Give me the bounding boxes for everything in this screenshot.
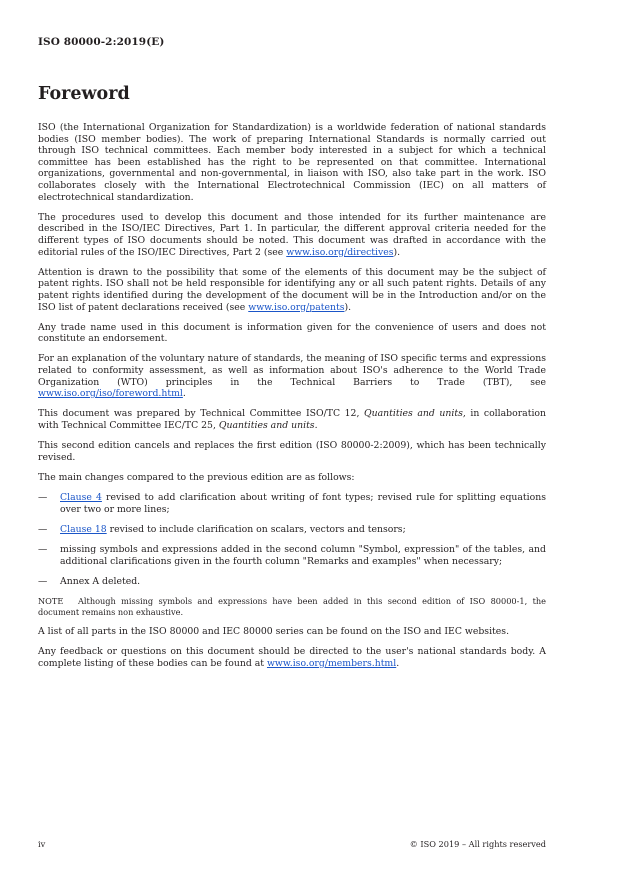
page-footer: [38, 839, 546, 849]
list-item: — Annex A deleted.: [38, 575, 141, 587]
dash-bullet: —: [38, 544, 48, 556]
members-link[interactable]: www.iso.org/members.html: [266, 657, 397, 669]
section-title: Foreword: [38, 84, 130, 104]
paragraph-series-list: A list of all parts in the ISO 80000 and IEC 80000 series can be found on the ISO and IEC websites.: [38, 625, 510, 637]
patents-link[interactable]: www.iso.org/patents: [248, 301, 345, 313]
foreword-link[interactable]: www.iso.org/iso/foreword.html: [38, 388, 183, 400]
note: NOTE Although missing symbols and expressions have been added in this second edition of ISO 80000-1, the document remains non exhaustive.: [38, 596, 546, 617]
page-number: iv: [38, 839, 46, 849]
foreword-body: [38, 122, 546, 678]
list-item: — Clause 4 revised to add clarification about writing of font types; revised rule for splitting equations over two or more lines;: [38, 492, 546, 515]
clause-18-link[interactable]: Clause 18: [60, 523, 107, 535]
paragraph-feedback: Any feedback or questions on this document should be directed to the user's national standards body. A complete listing of these bodies can be found at www.iso.org/members.html.: [38, 646, 546, 669]
directives-link[interactable]: www.iso.org/directives: [286, 246, 394, 258]
copyright-notice: © ISO 2019 – All rights reserved: [409, 839, 546, 849]
changes-list: [38, 492, 546, 587]
paragraph-patents: Attention is drawn to the possibility that some of the elements of this document may be the subject of patent rights. ISO shall not be held responsible for identifying any or all such patent rights. Details of any patent rights identified during the development of the document will be in the Introduction and/or on the ISO list of patent declarations received (see www.iso.org/patents).: [38, 266, 546, 313]
paragraph-edition: This second edition cancels and replaces the first edition (ISO 80000-2:2009), which has been technically revised.: [38, 440, 546, 463]
clause-4-link[interactable]: Clause 4: [60, 492, 102, 504]
paragraph-voluntary-nature: For an explanation of the voluntary nature of standards, the meaning of ISO specific terms and expressions related to conformity assessment, as well as information about ISO's adherence to the World Trade Organization (WTO) principles in the Technical Barriers to Trade (TBT), see www.iso.org/iso/foreword.html.: [38, 353, 546, 400]
paragraph-changes-intro: The main changes compared to the previous edition are as follows:: [38, 472, 355, 483]
list-item: — Clause 18 revised to include clarification on scalars, vectors and tensors;: [38, 523, 406, 535]
dash-bullet: —: [38, 523, 48, 535]
dash-bullet: —: [38, 575, 48, 587]
paragraph-committee: This document was prepared by Technical Committee ISO/TC 12, Quantities and units, in collaboration with Technical Committee IEC/TC 25, Quantities and units.: [38, 408, 546, 432]
paragraph-iso-intro: ISO (the International Organization for Standardization) is a worldwide federation of national standards bodies (ISO member bodies). The work of preparing International Standards is normally carried out through ISO technical committees. Each member body interested in a subject for which a technical committee has been established has the right to be represented on that committee. International organizations, governmental and non-governmental, in liaison with ISO, also take part in the work. ISO collaborates closely with the International Electrotechnical Commission (IEC) on all matters of electrotechnical standardization.: [38, 122, 546, 203]
note-label: NOTE: [38, 596, 64, 607]
paragraph-procedures: The procedures used to develop this document and those intended for its further maintenance are described in the ISO/IEC Directives, Part 1. In particular, the different approval criteria needed for the different types of ISO documents should be noted. This document was drafted in accordance with the editorial rules of the ISO/IEC Directives, Part 2 (see www.iso.org/directives).: [38, 211, 546, 258]
dash-bullet: —: [38, 492, 48, 504]
paragraph-trade-name: Any trade name used in this document is information given for the convenience of users and does not constitute an endorsement.: [38, 321, 546, 345]
list-item: — missing symbols and expressions added in the second column "Symbol, expression" of the tables, and additional clarifications given in the fourth column "Remarks and examples" when necessary;: [38, 544, 546, 567]
document-id: ISO 80000-2:2019(E): [38, 36, 165, 48]
